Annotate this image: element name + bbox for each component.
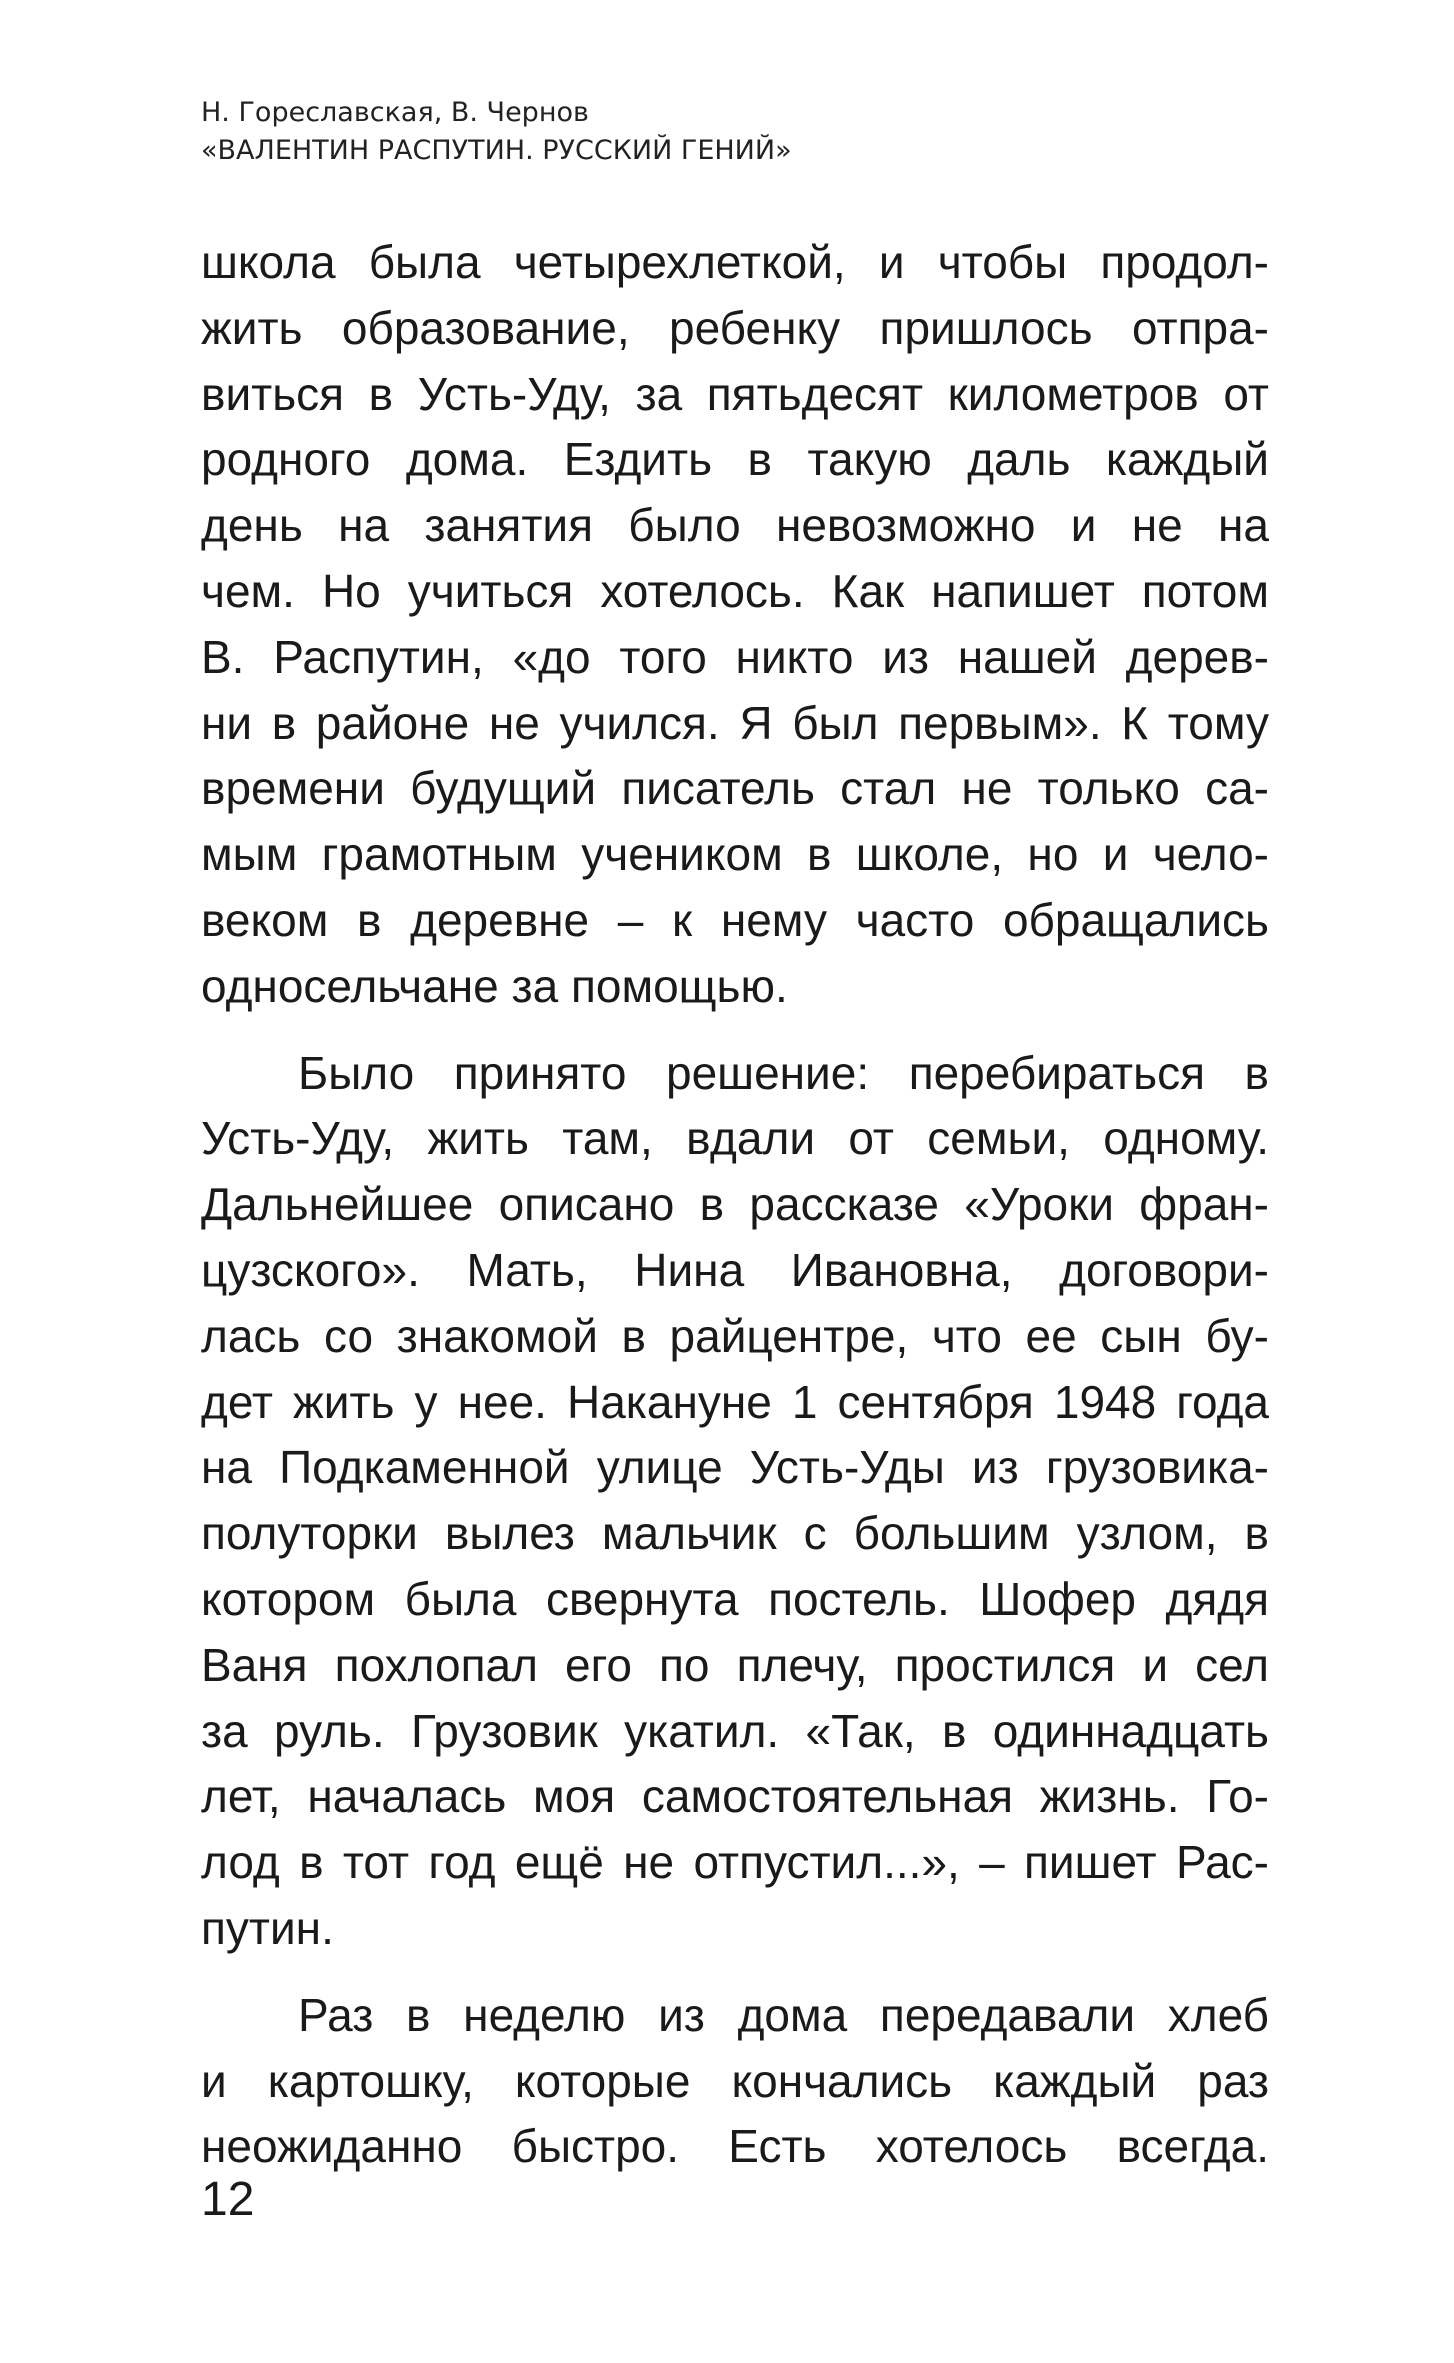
header-book-title: «ВАЛЕНТИН РАСПУТИН. РУССКИЙ ГЕНИЙ» [201,135,792,166]
body-text [201,230,1269,2180]
page-number: 12 [201,2173,255,2226]
text-line: Ваня похлопал его по плечу, простился и сел [201,1638,1269,1691]
text-line: лась со знакомой в райцентре, что ее сын бу- [201,1309,1269,1362]
text-line: мым грамотным учеником в школе, но и чело- [201,828,1269,881]
text-line: чем. Но учиться хотелось. Как напишет потом [201,564,1269,617]
text-line: родного дома. Ездить в такую даль каждый [201,433,1269,486]
text-line: Дальнейшее описано в рассказе «Уроки фран- [201,1178,1269,1231]
header-authors: Н. Гореславская, В. Чернов [201,97,589,128]
text-line: виться в Усть-Уду, за пятьдесят километров от [201,367,1269,420]
paragraph-3 [201,1983,1269,2180]
running-header [201,94,1251,170]
text-line: и картошку, которые кончались каждый раз [201,2054,1269,2107]
text-line: дет жить у нее. Накануне 1 сентября 1948 года [201,1375,1269,1428]
text-line: В. Распутин, «до того никто из нашей дерев- [201,630,1269,683]
text-line: веком в деревне – к нему часто обращались [201,893,1269,946]
text-line: ни в районе не учился. Я был первым». К тому [201,696,1269,749]
text-line: на Подкаменной улице Усть-Уды из грузовика- [201,1441,1269,1494]
text-line: неожиданно быстро. Есть хотелось всегда. [201,2120,1269,2173]
text-line: Раз в неделю из дома передавали хлеб [298,1988,1269,2041]
text-line: односельчане за помощью. [201,959,788,1012]
text-line: жить образование, ребенку пришлось отпра- [201,301,1269,354]
paragraph-1 [201,230,1269,1020]
text-line: лод в тот год ещё не отпустил...», – пишет Рас- [201,1836,1269,1889]
text-line: Усть-Уду, жить там, вдали от семьи, одному. [201,1112,1269,1165]
text-line: времени будущий писатель стал не только са- [201,762,1269,815]
text-line: полуторки вылез мальчик с большим узлом, в [201,1507,1269,1560]
text-line: путин. [201,1901,334,1954]
text-line: цузского». Мать, Нина Ивановна, договори- [201,1243,1269,1296]
text-line: день на занятия было невозможно и не на [201,499,1269,552]
text-line: за руль. Грузовик укатил. «Так, в одиннадцать [201,1704,1269,1757]
text-line: Было принято решение: перебираться в [298,1046,1269,1099]
text-line: лет, началась моя самостоятельная жизнь. Го- [201,1770,1269,1823]
paragraph-2 [201,1041,1269,1962]
text-line: котором была свернута постель. Шофер дядя [201,1572,1269,1625]
text-line: школа была четырехлеткой, и чтобы продол- [201,236,1269,288]
